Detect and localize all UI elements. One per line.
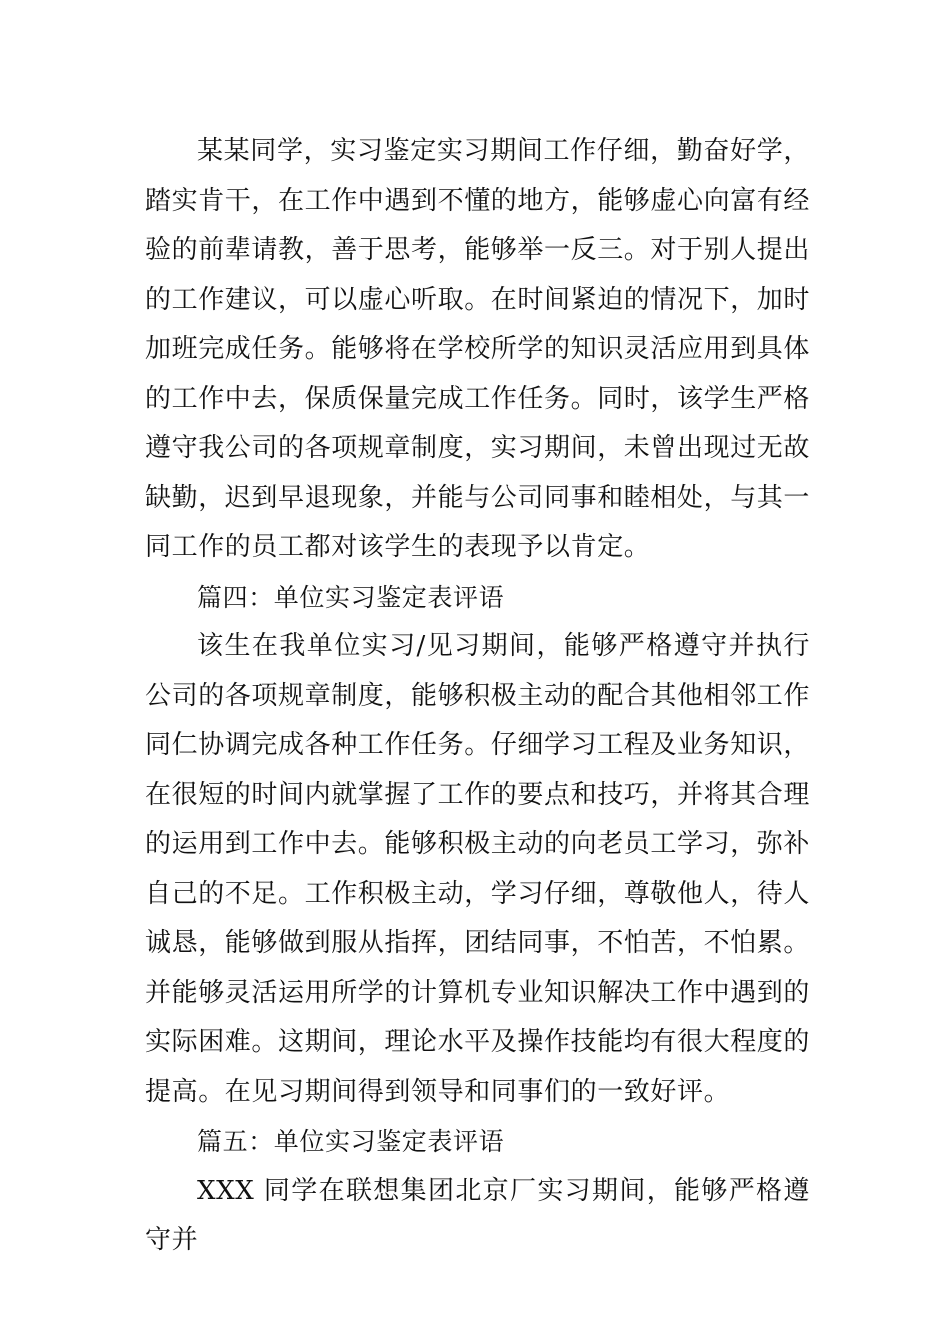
paragraph-appraisal-2: 该生在我单位实习/见习期间，能够严格遵守并执行公司的各项规章制度，能够积极主动的配合其他相邻工作同仁协调完成各种工作任务。仔细学习工程及业务知识，在很短的时间内就掌握了工作的要点和技巧，并将其合理的运用到工作中去。能够积极主动的向老员工学习，弥补自己的不足。工作积极主动，学习仔细，尊敬他人，待人诚恳，能够做到服从指挥，团结同事，不怕苦，不怕累。并能够灵活运用所学的计算机专业知识解决工作中遇到的实际困难。这期间，理论水平及操作技能均有很大程度的提高。在见习期间得到领导和同事们的一致好评。	[145, 631, 811, 1107]
document-body	[145, 127, 810, 1266]
section-heading-part-5: 篇五：单位实习鉴定表评语	[197, 1127, 505, 1156]
paragraph-appraisal-3: XXX 同学在联想集团北京厂实习期间，能够严格遵守并	[145, 1175, 810, 1255]
section-heading-part-4: 篇四：单位实习鉴定表评语	[197, 582, 505, 612]
paragraph-appraisal-1: 某某同学，实习鉴定实习期间工作仔细，勤奋好学，踏实肯干，在工作中遇到不懂的地方，能够虚心向富有经验的前辈请教，善于思考，能够举一反三。对于别人提出的工作建议，可以虚心听取。在时间紧迫的情况下，加时加班完成任务。能够将在学校所学的知识灵活应用到具体的工作中去，保质保量完成工作任务。同时，该学生严格遵守我公司的各项规章制度，实习期间，未曾出现过无故缺勤，迟到早退现象，并能与公司同事和睦相处，与其一同工作的员工都对该学生的表现予以肯定。	[145, 136, 811, 562]
